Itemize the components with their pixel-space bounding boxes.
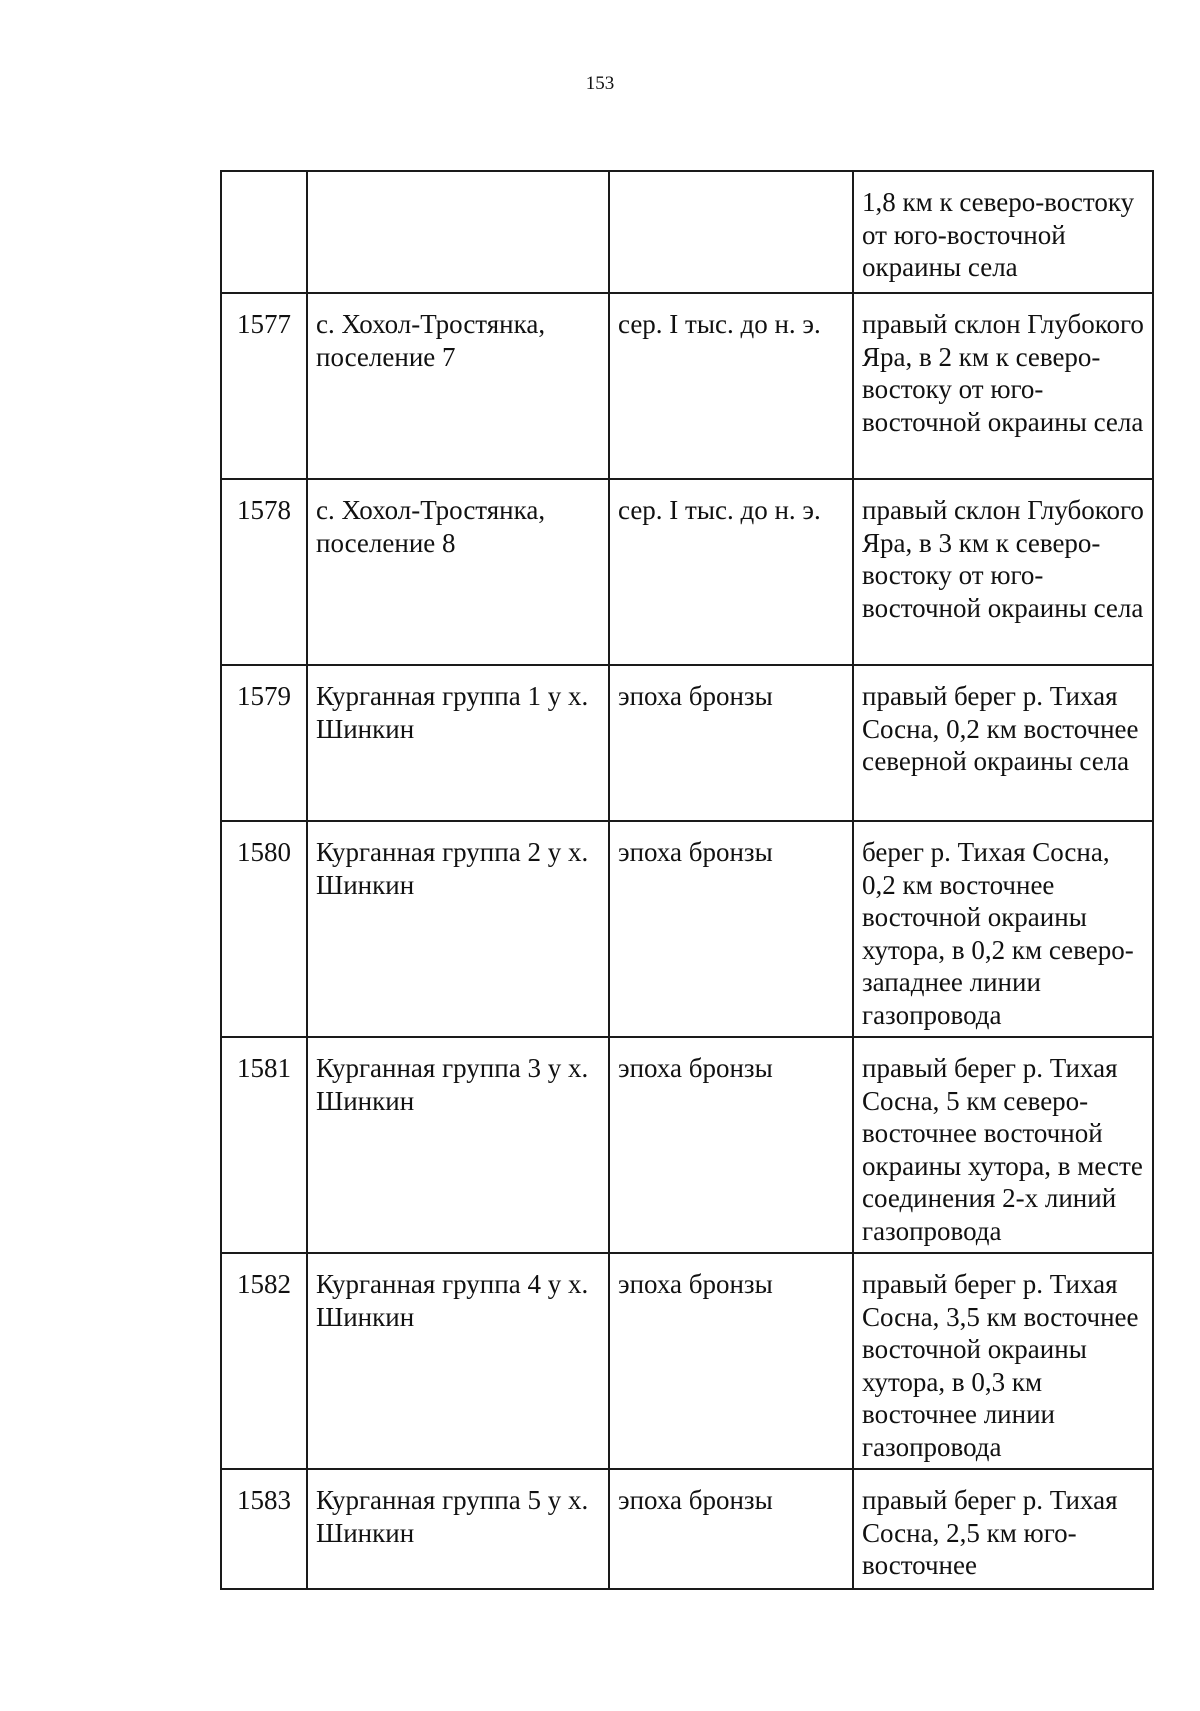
table-row <box>221 665 1153 821</box>
cell-location: правый берег р. Тихая Сосна, 5 км северо-восточнее восточной окраины хутора, в месте соединения 2-х линий газопровода <box>853 1037 1153 1253</box>
cell-date: эпоха бронзы <box>609 665 853 821</box>
cell-location: правый берег р. Тихая Сосна, 2,5 км юго-восточнее <box>853 1469 1153 1589</box>
cell-name: Курганная группа 5 у х. Шинкин <box>307 1469 609 1589</box>
table-row <box>221 293 1153 479</box>
cell-location: правый берег р. Тихая Сосна, 3,5 км восточнее восточной окраины хутора, в 0,3 км восточнее линии газопровода <box>853 1253 1153 1469</box>
cell-date: сер. I тыс. до н. э. <box>609 479 853 665</box>
cell-name: с. Хохол-Тростянка, поселение 8 <box>307 479 609 665</box>
cell-name: с. Хохол-Тростянка, поселение 7 <box>307 293 609 479</box>
cell-name: Курганная группа 3 у х. Шинкин <box>307 1037 609 1253</box>
cell-date: эпоха бронзы <box>609 1253 853 1469</box>
table-row <box>221 1253 1153 1469</box>
table-row <box>221 1469 1153 1589</box>
table-row-continuation <box>221 171 1153 293</box>
cell-date: эпоха бронзы <box>609 1037 853 1253</box>
cell-date: сер. I тыс. до н. э. <box>609 293 853 479</box>
heritage-registry-table <box>220 170 1154 1590</box>
cell-location: правый берег р. Тихая Сосна, 0,2 км восточнее северной окраины села <box>853 665 1153 821</box>
cell-date <box>609 171 853 293</box>
cell-number: 1578 <box>221 479 307 665</box>
cell-number: 1582 <box>221 1253 307 1469</box>
cell-date: эпоха бронзы <box>609 1469 853 1589</box>
cell-number: 1583 <box>221 1469 307 1589</box>
cell-location: правый склон Глубокого Яра, в 2 км к северо-востоку от юго-восточной окраины села <box>853 293 1153 479</box>
cell-number: 1579 <box>221 665 307 821</box>
cell-name: Курганная группа 2 у х. Шинкин <box>307 821 609 1037</box>
cell-name: Курганная группа 1 у х. Шинкин <box>307 665 609 821</box>
cell-number <box>221 171 307 293</box>
cell-name: Курганная группа 4 у х. Шинкин <box>307 1253 609 1469</box>
table-row <box>221 479 1153 665</box>
page-number: 153 <box>585 73 615 94</box>
cell-name <box>307 171 609 293</box>
cell-number: 1580 <box>221 821 307 1037</box>
table-row <box>221 821 1153 1037</box>
cell-location: 1,8 км к северо-востоку от юго-восточной окраины села <box>853 171 1153 293</box>
table-row <box>221 1037 1153 1253</box>
cell-number: 1581 <box>221 1037 307 1253</box>
cell-location: берег р. Тихая Сосна, 0,2 км восточнее восточной окраины хутора, в 0,2 км северо-западнее линии газопровода <box>853 821 1153 1037</box>
cell-location: правый склон Глубокого Яра, в 3 км к северо-востоку от юго-восточной окраины села <box>853 479 1153 665</box>
cell-number: 1577 <box>221 293 307 479</box>
cell-date: эпоха бронзы <box>609 821 853 1037</box>
